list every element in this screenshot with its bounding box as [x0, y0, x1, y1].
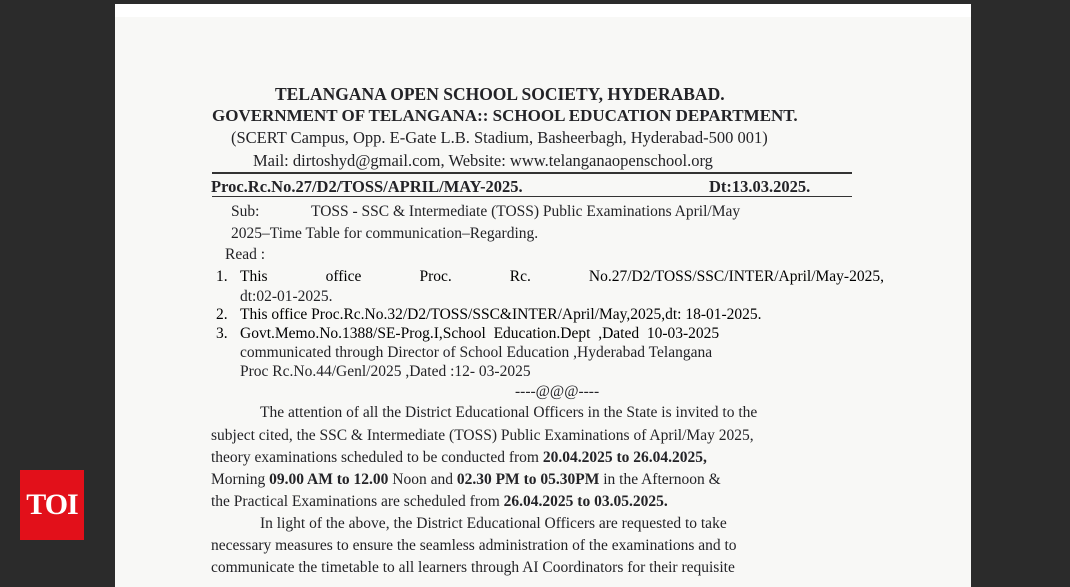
para2-line-2: necessary measures to ensure the seamless administration of the examinations and to: [211, 537, 737, 554]
ref-word: This: [240, 268, 268, 285]
reference-text: This office Proc.Rc.No.32/D2/TOSS/SSC&INTER/April/May,2025,dt: 18-01-2025.: [240, 306, 762, 323]
proc-date: Dt:13.03.2025.: [709, 177, 811, 196]
header-government: GOVERNMENT OF TELANGANA:: SCHOOL EDUCATION DEPARTMENT.: [212, 106, 798, 125]
morning-session: 09.00 AM to 12.00: [269, 471, 389, 488]
header-address: (SCERT Campus, Opp. E-Gate L.B. Stadium, Basheerbagh, Hyderabad-500 001): [231, 128, 768, 147]
reference-1-cont: dt:02-01-2025.: [240, 288, 333, 305]
header-society: TELANGANA OPEN SCHOOL SOCIETY, HYDERABAD.: [275, 84, 725, 104]
reference-3-cont-1: communicated through Director of School Education ,Hyderabad Telangana: [240, 344, 713, 361]
afternoon-session: 02.30 PM to 05.30PM: [456, 471, 600, 488]
proc-number: Proc.Rc.No.27/D2/TOSS/APRIL/MAY-2025.: [211, 177, 523, 196]
reference-number: 3.: [216, 325, 228, 342]
ref-word: office: [325, 268, 362, 285]
reference-number: 2.: [216, 306, 228, 323]
text-run: Morning: [211, 471, 270, 488]
para2-line-1: In light of the above, the District Educational Officers are requested to take: [260, 515, 727, 532]
ref-word: Rc.: [509, 268, 531, 285]
subject-label: Sub:: [231, 203, 260, 220]
reference-1: [216, 268, 884, 286]
ref-word: No.27/D2/TOSS/SSC/INTER/April/May-2025,: [588, 268, 884, 285]
top-strip: [115, 4, 971, 17]
reference-3-cont-2: Proc Rc.No.44/Genl/2025 ,Dated :12- 03-2025: [240, 363, 531, 380]
text-run: the Practical Examinations are scheduled from: [211, 493, 504, 510]
reference-3: [216, 325, 719, 343]
read-label: Read :: [225, 246, 266, 263]
separator: ----@@@----: [515, 383, 600, 400]
toi-logo-badge: TOI: [20, 470, 84, 540]
para1-line-2: subject cited, the SSC & Intermediate (TOSS) Public Examinations of April/May 2025,: [211, 427, 754, 444]
subject-line-1: TOSS - SSC & Intermediate (TOSS) Public Examinations April/May: [311, 203, 741, 220]
practical-dates: 26.04.2025 to 03.05.2025.: [503, 493, 668, 510]
para1-line-3: [211, 449, 707, 467]
para1-line-4: [211, 471, 721, 489]
reference-text: Govt.Memo.No.1388/SE-Prog.I,School Education.Dept ,Dated 10-03-2025: [240, 325, 720, 342]
header-rule: [212, 172, 852, 174]
reference-number: 1.: [216, 268, 228, 285]
text-run: theory examinations scheduled to be conducted from: [211, 449, 543, 466]
para1-line-1: The attention of all the District Educational Officers in the State is invited to the: [260, 404, 758, 421]
para2-line-3: communicate the timetable to all learners through AI Coordinators for their requisite: [211, 559, 735, 576]
proc-rule: [212, 196, 852, 197]
text-run: Noon and: [388, 471, 457, 488]
document-page: [115, 17, 971, 587]
para1-line-5: [211, 493, 668, 511]
reference-2: [216, 306, 762, 324]
ref-word: Proc.: [419, 268, 452, 285]
subject-line-2: 2025–Time Table for communication–Regarding.: [231, 225, 539, 242]
header-contact: Mail: dirtoshyd@gmail.com, Website: www.telanganaopenschool.org: [253, 151, 713, 170]
text-run: in the Afternoon &: [599, 471, 721, 488]
exam-dates: 20.04.2025 to 26.04.2025,: [542, 449, 707, 466]
